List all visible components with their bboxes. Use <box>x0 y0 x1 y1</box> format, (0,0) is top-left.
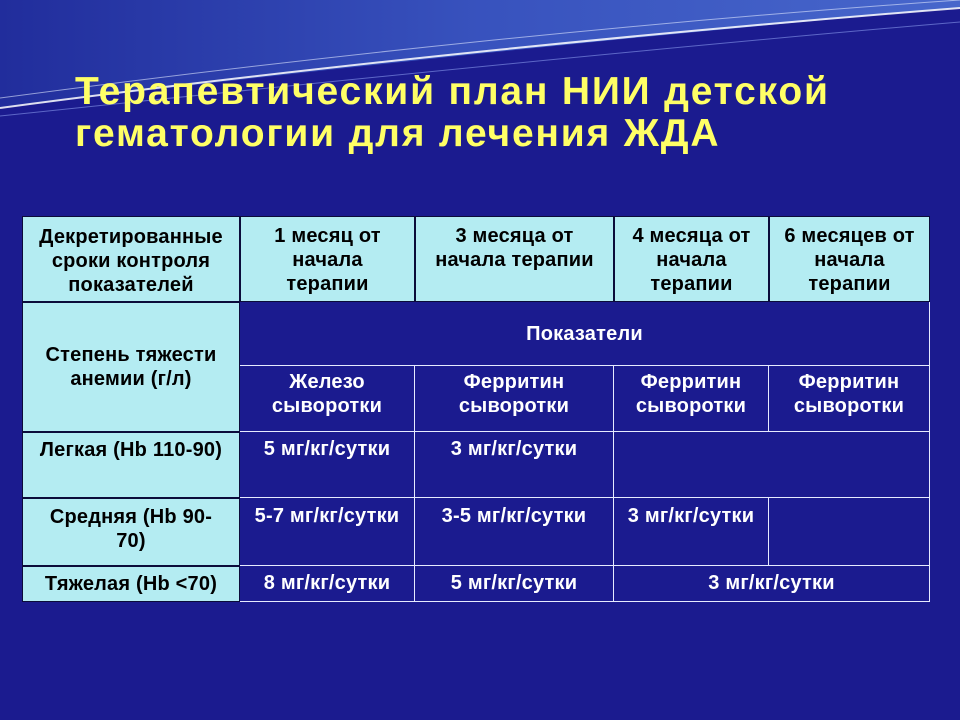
corner-header-cell <box>22 216 240 302</box>
empty-cell <box>769 498 930 566</box>
row-label-medium <box>22 498 240 566</box>
cell-text-line: 3 мг/кг/сутки <box>627 505 755 527</box>
cell-text-line: 3 месяца от <box>455 225 574 247</box>
cell-text-line: 4 месяца от <box>632 225 751 247</box>
cell-text-line: Железо <box>289 371 365 393</box>
cell-text-line: сроки контроля <box>51 250 211 272</box>
indicator-cell <box>240 366 415 432</box>
cell-text-line: терапии <box>286 273 369 295</box>
cell-text-line: начала <box>656 249 727 271</box>
cell-text-line: Декретированные <box>39 226 223 248</box>
cell-text-line: Степень тяжести <box>45 344 217 366</box>
dose-cell <box>415 566 614 602</box>
indicators-label-cell <box>240 302 930 366</box>
dose-cell <box>240 432 415 498</box>
time-header-3-months <box>415 216 614 302</box>
dose-cell <box>240 498 415 566</box>
cell-text-line: Тяжелая (Hb <70) <box>44 573 218 595</box>
cell-text-line: 1 месяц от <box>274 225 381 247</box>
cell-text-line: сыворотки <box>793 395 905 417</box>
cell-text-line: Ферритин <box>798 371 900 393</box>
dose-cell <box>240 566 415 602</box>
dose-cell <box>614 566 930 602</box>
cell-text-line: начала <box>814 249 885 271</box>
cell-text-line: 8 мг/кг/сутки <box>263 572 391 594</box>
cell-text-line: 3 мг/кг/сутки <box>450 438 578 460</box>
cell-text-line: 70) <box>116 530 146 552</box>
cell-text-line: терапии <box>650 273 733 295</box>
dose-cell <box>614 498 769 566</box>
cell-text-line: сыворотки <box>458 395 570 417</box>
cell-text-line: сыворотки <box>271 395 383 417</box>
cell-text-line: терапии <box>808 273 891 295</box>
severity-header-cell <box>22 302 240 432</box>
slide-title <box>75 71 830 155</box>
dose-cell <box>415 498 614 566</box>
cell-text-line: 5-7 мг/кг/сутки <box>254 505 400 527</box>
cell-text-line: Ферритин <box>640 371 742 393</box>
indicator-cell <box>415 366 614 432</box>
cell-text-line: начала терапии <box>435 249 594 271</box>
cell-text-line: показателей <box>68 274 194 296</box>
time-header-4-months <box>614 216 769 302</box>
time-header-6-months <box>769 216 930 302</box>
cell-text-line: Средняя (Hb 90- <box>49 506 213 528</box>
cell-text-line: анемии (г/л) <box>70 368 192 390</box>
slide-title-line: гематологии для лечения ЖДА <box>75 112 721 155</box>
cell-text-line: 5 мг/кг/сутки <box>263 438 391 460</box>
slide-title-line: Терапевтический план НИИ детской <box>75 70 830 113</box>
row-label-light <box>22 432 240 498</box>
indicator-cell <box>614 366 769 432</box>
indicator-cell <box>769 366 930 432</box>
cell-text-line: 5 мг/кг/сутки <box>450 572 578 594</box>
cell-text-line: сыворотки <box>635 395 747 417</box>
cell-text-line: начала <box>292 249 363 271</box>
dose-cell <box>415 432 614 498</box>
cell-text-line: 3-5 мг/кг/сутки <box>441 505 587 527</box>
cell-text-line: 3 мг/кг/сутки <box>708 572 835 594</box>
empty-cell <box>614 432 930 498</box>
cell-text-line: Показатели <box>526 322 643 345</box>
cell-text-line: 6 месяцев от <box>784 225 915 247</box>
time-header-1-month <box>240 216 415 302</box>
row-label-severe <box>22 566 240 602</box>
cell-text-line: Легкая (Hb 110-90) <box>39 439 223 461</box>
cell-text-line: Ферритин <box>463 371 565 393</box>
